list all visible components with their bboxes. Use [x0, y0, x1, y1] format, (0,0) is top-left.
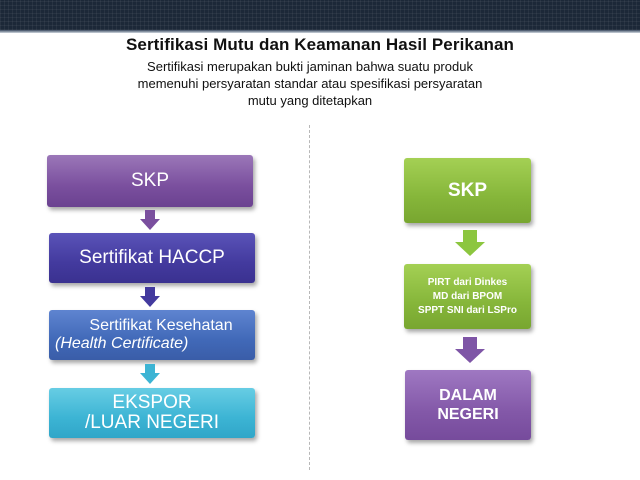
left-arrow-3-head [140, 373, 160, 384]
left-ekspor-label-1: EKSPOR [112, 392, 192, 413]
left-haccp-label: Sertifikat HACCP [79, 247, 225, 268]
left-ekspor-label-2: /LUAR NEGERI [84, 412, 220, 433]
right-permit-sppt: SPPT SNI dari LSPro [418, 304, 517, 316]
right-arrow-2-head [455, 349, 485, 363]
right-arrow-1-shaft [463, 230, 477, 242]
header-bar [0, 0, 640, 30]
subtitle-line-2: memenuhi persyaratan standar atau spesifikasi persyaratan [137, 76, 483, 91]
right-arrow-1-head [455, 242, 485, 256]
right-dalam-negeri-box [405, 370, 531, 440]
right-permit-pirt: PIRT dari Dinkes [427, 276, 508, 288]
right-arrow-1 [455, 230, 485, 256]
slide-subtitle [80, 58, 540, 109]
subtitle-line-1: Sertifikasi merupakan bukti jaminan bahwa suatu produk [147, 59, 473, 74]
slide-title: Sertifikasi Mutu dan Keamanan Hasil Perikanan [125, 35, 515, 54]
left-haccp-box [49, 233, 255, 283]
left-arrow-1-shaft [145, 210, 155, 219]
right-dalam-label-1: DALAM [439, 387, 497, 404]
left-arrow-3 [140, 364, 160, 384]
left-arrow-2 [140, 287, 160, 307]
left-skp-label: SKP [130, 170, 170, 191]
left-ekspor-box [49, 388, 255, 438]
header-bar-edge [0, 30, 640, 33]
left-health-label-1: Sertifikat Kesehatan [89, 317, 233, 334]
right-dalam-label-2: NEGERI [437, 406, 499, 423]
center-divider [309, 125, 310, 470]
left-skp-box [47, 155, 253, 207]
left-health-certificate-box [49, 310, 255, 360]
left-arrow-1-head [140, 219, 160, 230]
left-arrow-2-head [140, 296, 160, 307]
left-arrow-2-shaft [145, 287, 155, 296]
right-skp-box [404, 158, 531, 223]
left-health-label-2: (Health Certificate) [55, 335, 189, 352]
right-arrow-2 [455, 337, 485, 363]
subtitle-line-3: mutu yang ditetapkan [247, 93, 373, 108]
right-permits-box [404, 264, 531, 329]
right-arrow-2-shaft [463, 337, 477, 349]
left-arrow-1 [140, 210, 160, 230]
right-skp-label: SKP [447, 179, 488, 201]
right-permit-md: MD dari BPOM [432, 290, 503, 302]
left-arrow-3-shaft [145, 364, 155, 373]
